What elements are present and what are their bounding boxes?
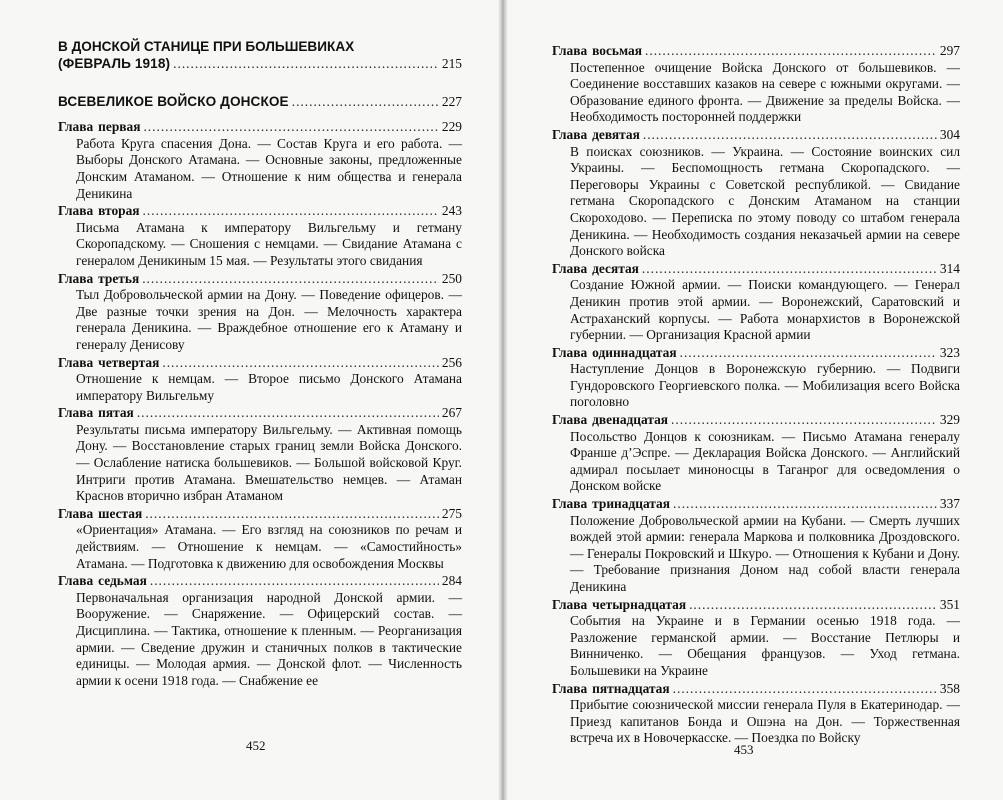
- leader-dots: [689, 597, 937, 614]
- chapter-label: Глава: [552, 126, 588, 142]
- chapter-page-number: 250: [441, 270, 462, 286]
- toc-chapter: [58, 271, 462, 354]
- toc-chapter: [58, 405, 462, 505]
- chapter-number: пятая: [98, 405, 134, 421]
- toc-chapter: [552, 261, 960, 344]
- chapter-summary: Отношение к немцам. — Второе письмо Донского Атамана императору Вильгельму: [76, 371, 462, 403]
- chapter-summary: Наступление Донцов в Воронежскую губернию. — Подвиги Гундоровского Георгиевского полка. — Мобилизация всего Войска поголовно: [570, 361, 960, 410]
- chapter-summary: В поисках союзников. — Украина. — Состояние воинских сил Украины. — Беспомощность гетмана Скоропадского. — Переговоры Украины с Советской республикой. — Свидание гетмана Скоропадского с Донским Атаманом на станции Скороходово. — Переписка по этому поводу со штабом генерала Деникина. — Необходимость создания неказачьей армии на севере Донского войска: [570, 143, 960, 259]
- chapter-heading[interactable]: [552, 43, 960, 60]
- book-gutter: [498, 0, 508, 800]
- page-number-right: 453: [734, 742, 754, 757]
- toc-chapter: [552, 43, 960, 126]
- chapter-summary: Письма Атамана к императору Вильгельму и гетману Скоропадскому. — Сношения с немцами. — Свидание Атамана с генералом Деникиным 15 мая. — Результаты этого свидания: [76, 219, 462, 268]
- chapter-number: двенадцатая: [592, 412, 669, 428]
- chapter-heading[interactable]: [552, 261, 960, 278]
- chapter-label: Глава: [552, 260, 588, 276]
- leader-dots: [173, 56, 439, 73]
- chapter-summary: Создание Южной армии. — Поиски командующего. — Генерал Деникин против этой армии. — Воронежский, Саратовский и Астраханский корпусы. — Работа монархистов в Воронежской губернии. — Организация Красной армии: [570, 277, 960, 343]
- leader-dots: [150, 573, 439, 590]
- leader-dots: [292, 94, 439, 111]
- leader-dots: [680, 345, 937, 362]
- chapter-label: Глава: [58, 573, 94, 589]
- spacer: [58, 73, 462, 94]
- toc-chapter: [552, 412, 960, 495]
- chapter-number: тринадцатая: [592, 496, 670, 512]
- chapter-page-number: 351: [939, 596, 960, 612]
- chapter-label: Глава: [58, 270, 94, 286]
- chapter-heading[interactable]: [552, 127, 960, 144]
- chapter-label: Глава: [552, 43, 588, 58]
- leader-dots: [643, 127, 937, 144]
- right-page: [502, 0, 1003, 800]
- chapter-page-number: 256: [441, 354, 462, 370]
- part1-page-number: 215: [441, 56, 462, 71]
- chapter-summary: События на Украине и в Германии осенью 1918 года. — Разложение германской армии. — Восстание Петлюры и Винниченко. — Обещания французов. — Уход гетмана. Большевики на Украине: [570, 613, 960, 678]
- chapter-number: седьмая: [98, 573, 147, 589]
- chapter-summary: Прибытие союзнической миссии генерала Пуля в Екатеринодар. — Приезд капитанов Бонда и Ошэна на Дон. — Торжественная встреча их в Новочеркасске. — Поездка по Войску: [570, 697, 960, 746]
- chapter-summary: Первоначальная организация народной Донской армии. — Вооружение. — Снаряжение. — Офицерский состав. — Дисциплина. — Тактика, отношение к пленным. — Реорганизация армии. — Сведение дружин и станичных полков в тактические единицы. — Молодая армия. — Донской флот. — Численность армии к осени 1918 года. — Снабжение ее: [76, 589, 462, 688]
- leader-dots: [673, 496, 937, 513]
- chapter-heading[interactable]: [552, 412, 960, 429]
- part1-entry[interactable]: [58, 56, 462, 73]
- chapter-page-number: 323: [939, 344, 960, 360]
- leader-dots: [142, 271, 439, 288]
- chapter-heading[interactable]: [58, 271, 462, 288]
- chapter-heading[interactable]: [58, 119, 462, 136]
- chapter-page-number: 337: [939, 496, 960, 512]
- chapter-page-number: 267: [441, 405, 462, 421]
- chapter-label: Глава: [552, 496, 588, 512]
- chapter-number: вторая: [98, 203, 140, 219]
- part1-title-line2: (ФЕВРАЛЬ 1918): [58, 56, 171, 71]
- leader-dots: [145, 506, 439, 523]
- right-toc-column: [552, 42, 960, 747]
- chapter-heading[interactable]: [552, 496, 960, 513]
- leader-dots: [645, 43, 937, 60]
- toc-chapter: [58, 573, 462, 689]
- chapter-summary: Результаты письма императору Вильгельму. — Активная помощь Дону. — Восстановление старых границ земли Войска Донского. — Ослабление натиска большевиков. — Большой войсковой Круг. Интриги против Атамана. Вмешательство немцев. — Атаман Краснов вторично избран Атаманом: [76, 421, 462, 504]
- toc-chapter: [58, 506, 462, 572]
- chapter-page-number: 275: [441, 505, 462, 521]
- chapter-number: первая: [98, 119, 141, 135]
- part1-title-line1: В ДОНСКОЙ СТАНИЦЕ ПРИ БОЛЬШЕВИКАХ: [58, 39, 355, 54]
- chapter-page-number: 284: [441, 573, 462, 589]
- toc-chapter: [58, 355, 462, 405]
- chapter-heading[interactable]: [58, 203, 462, 220]
- chapter-label: Глава: [552, 412, 588, 428]
- chapter-number: шестая: [98, 505, 143, 521]
- part2-title: ВСЕВЕЛИКОЕ ВОЙСКО ДОНСКОЕ: [58, 93, 289, 109]
- chapter-number: пятнадцатая: [592, 680, 670, 696]
- part2-entry[interactable]: [58, 94, 462, 111]
- chapter-number: четырнадцатая: [592, 596, 687, 612]
- leader-dots: [671, 412, 937, 429]
- chapter-number: одиннадцатая: [592, 344, 677, 360]
- chapter-summary: Положение Добровольческой армии на Кубани. — Смерть лучших вождей этой армии: генерала Маркова и полковника Дроздовского. — Генералы Покровский и Шкуро. — Отношения к Кубани и Дону. — Требование признания Доном над собой власти генерала Деникина: [570, 512, 960, 594]
- leader-dots: [162, 355, 439, 372]
- chapter-summary: Постепенное очищение Войска Донского от большевиков. — Соединение восставших казаков на севере с южными округами. — Образование единого фронта. — Движение за пределы Войска. — Необходимость посторонней поддержки: [570, 59, 960, 125]
- chapter-number: восьмая: [592, 43, 642, 58]
- chapter-heading[interactable]: [58, 355, 462, 372]
- left-toc-column: [58, 38, 462, 689]
- leader-dots: [143, 203, 439, 220]
- spacer: [58, 110, 462, 118]
- chapter-page-number: 314: [939, 260, 960, 276]
- chapter-label: Глава: [58, 354, 94, 370]
- toc-chapter: [58, 119, 462, 202]
- chapter-heading[interactable]: [552, 345, 960, 362]
- chapter-page-number: 304: [939, 126, 960, 142]
- chapter-label: Глава: [552, 596, 588, 612]
- chapter-label: Глава: [58, 119, 94, 135]
- chapter-page-number: 329: [939, 412, 960, 428]
- chapter-page-number: 243: [441, 203, 462, 219]
- chapter-heading[interactable]: [58, 506, 462, 523]
- toc-chapter: [552, 345, 960, 411]
- part2-page-number: 227: [441, 93, 462, 109]
- chapter-label: Глава: [552, 680, 588, 696]
- toc-chapter: [552, 127, 960, 260]
- chapter-number: десятая: [592, 260, 639, 276]
- chapter-page-number: 297: [939, 43, 960, 58]
- chapter-summary: Тыл Добровольческой армии на Дону. — Поведение офицеров. — Две разные точки зрения на Дон. — Мелочность характера генерала Деникина. — Враждебное отношение его к Атаману и генералу Денисову: [76, 287, 462, 352]
- toc-chapter: [58, 203, 462, 269]
- toc-chapter: [552, 597, 960, 680]
- toc-chapter: [552, 681, 960, 747]
- chapter-summary: «Ориентация» Атамана. — Его взгляд на союзников по речам и действиям. — Отношение к немцам. — «Самостийность» Атамана. — Подготовка к движению для освобождения Москвы: [76, 522, 462, 571]
- chapter-heading[interactable]: [552, 681, 960, 698]
- chapter-number: девятая: [592, 126, 640, 142]
- chapter-summary: Посольство Донцов к союзникам. — Письмо Атамана генералу Франше д’Эспре. — Декларация Войска Донского. — Английский адмирал посылает миноносцы в Таганрог для осведомления о Донском войске: [570, 428, 960, 494]
- chapter-page-number: 229: [441, 119, 462, 135]
- chapter-label: Глава: [58, 203, 94, 219]
- chapter-heading[interactable]: [552, 597, 960, 614]
- leader-dots: [137, 405, 439, 422]
- chapter-heading[interactable]: [58, 573, 462, 590]
- chapter-label: Глава: [552, 344, 588, 360]
- leader-dots: [143, 119, 438, 136]
- chapter-label: Глава: [58, 405, 94, 421]
- leader-dots: [673, 681, 937, 698]
- chapter-number: четвертая: [98, 354, 160, 370]
- leader-dots: [642, 261, 937, 278]
- chapter-label: Глава: [58, 505, 94, 521]
- chapter-page-number: 358: [939, 680, 960, 696]
- page-number-left: 452: [246, 738, 266, 753]
- chapter-number: третья: [98, 270, 140, 286]
- toc-chapter: [552, 496, 960, 596]
- chapter-heading[interactable]: [58, 405, 462, 422]
- chapter-summary: Работа Круга спасения Дона. — Состав Круга и его работа. — Выборы Донского Атамана. — Основные законы, предложенные Донским Атаманом. — Отношение к ним общества и генерала Деникина: [76, 135, 462, 201]
